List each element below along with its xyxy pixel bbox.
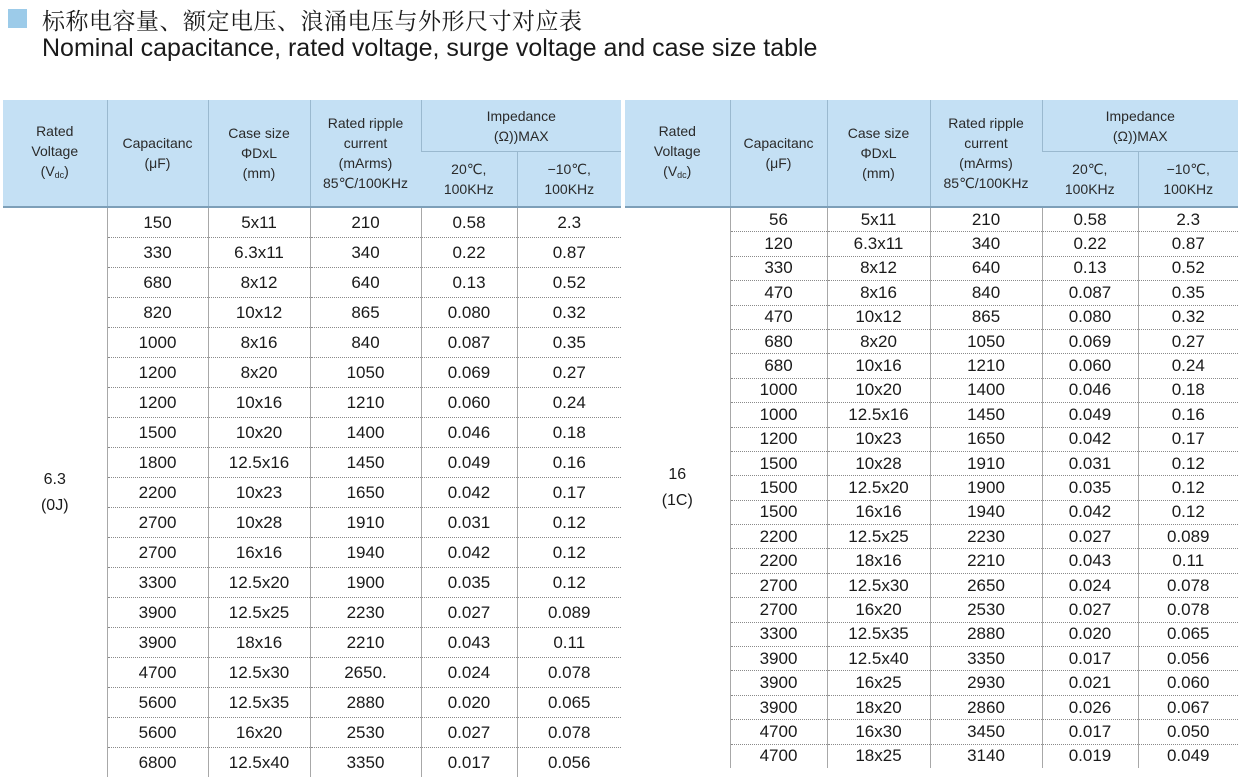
impedance-20c-cell: 0.069 bbox=[421, 358, 517, 388]
impedance-20c-cell: 0.024 bbox=[421, 658, 517, 688]
impedance-minus10c-cell: 0.35 bbox=[1138, 281, 1238, 305]
capacitance-cell: 820 bbox=[107, 298, 208, 328]
impedance-20c-label-line: 20℃, bbox=[1042, 159, 1138, 179]
impedance-minus10c-cell: 0.089 bbox=[517, 598, 621, 628]
case-size-header bbox=[827, 100, 930, 207]
spec-table-right bbox=[625, 100, 1238, 768]
impedance-20c-cell: 0.042 bbox=[1042, 500, 1138, 524]
ripple-current-cell: 2650. bbox=[310, 658, 421, 688]
capacitance-cell: 4700 bbox=[730, 744, 827, 768]
case-size-cell: 12.5x20 bbox=[827, 476, 930, 500]
case-size-cell: 18x16 bbox=[827, 549, 930, 573]
impedance-minus10c-cell: 0.27 bbox=[517, 358, 621, 388]
case-size-label-line: Case size bbox=[209, 123, 310, 143]
case-size-cell: 16x16 bbox=[827, 500, 930, 524]
case-size-cell: 16x25 bbox=[827, 671, 930, 695]
capacitance-cell: 1500 bbox=[730, 476, 827, 500]
impedance-20c-label-line: 20℃, bbox=[421, 159, 517, 179]
ripple-current-cell: 640 bbox=[310, 268, 421, 298]
impedance-minus10c-cell: 0.11 bbox=[1138, 549, 1238, 573]
case-size-label-line: (mm) bbox=[209, 163, 310, 183]
impedance-minus10c-cell: 0.067 bbox=[1138, 695, 1238, 719]
case-size-cell: 12.5x25 bbox=[827, 525, 930, 549]
capacitance-cell: 6800 bbox=[107, 748, 208, 777]
impedance-minus10c-cell: 0.12 bbox=[1138, 500, 1238, 524]
ripple-label-line: current bbox=[931, 133, 1042, 153]
impedance-minus10c-header bbox=[1138, 152, 1238, 208]
impedance-20c-cell: 0.042 bbox=[421, 538, 517, 568]
ripple-label-line: current bbox=[311, 133, 421, 153]
impedance-20c-cell: 0.017 bbox=[1042, 647, 1138, 671]
capacitance-cell: 2700 bbox=[730, 598, 827, 622]
ripple-current-cell: 1900 bbox=[310, 568, 421, 598]
rated-voltage-label-line: Rated bbox=[3, 121, 107, 141]
impedance-20c-cell: 0.046 bbox=[1042, 378, 1138, 402]
ripple-current-cell: 640 bbox=[930, 256, 1042, 280]
ripple-current-cell: 2230 bbox=[930, 525, 1042, 549]
unit-subscript: dc bbox=[55, 170, 65, 180]
impedance-20c-header bbox=[1042, 152, 1138, 208]
ripple-current-cell: 865 bbox=[310, 298, 421, 328]
impedance-minus10c-cell: 0.32 bbox=[517, 298, 621, 328]
impedance-minus10c-cell: 0.078 bbox=[1138, 573, 1238, 597]
impedance-20c-cell: 0.046 bbox=[421, 418, 517, 448]
impedance-20c-cell: 0.031 bbox=[1042, 451, 1138, 475]
ripple-current-cell: 2210 bbox=[930, 549, 1042, 573]
ripple-current-cell: 1210 bbox=[310, 388, 421, 418]
ripple-current-cell: 1210 bbox=[930, 354, 1042, 378]
impedance-minus10c-cell: 0.12 bbox=[1138, 451, 1238, 475]
capacitance-cell: 3300 bbox=[730, 622, 827, 646]
ripple-label-line: Rated ripple bbox=[931, 113, 1042, 133]
case-size-header bbox=[208, 100, 310, 207]
header-row bbox=[625, 100, 1238, 152]
capacitance-cell: 470 bbox=[730, 305, 827, 329]
rated-voltage-cell bbox=[625, 207, 730, 768]
case-size-cell: 12.5x40 bbox=[827, 647, 930, 671]
table-row bbox=[625, 207, 1238, 232]
impedance-20c-cell: 0.049 bbox=[1042, 403, 1138, 427]
impedance-minus10c-cell: 0.078 bbox=[517, 658, 621, 688]
ripple-current-cell: 2530 bbox=[930, 598, 1042, 622]
impedance-minus10c-cell: 0.11 bbox=[517, 628, 621, 658]
impedance-minus10c-label-line: −10℃, bbox=[518, 159, 622, 179]
capacitance-cell: 2200 bbox=[107, 478, 208, 508]
ripple-current-cell: 2210 bbox=[310, 628, 421, 658]
unit-subscript: dc bbox=[677, 170, 687, 180]
impedance-minus10c-cell: 0.35 bbox=[517, 328, 621, 358]
capacitance-cell: 1000 bbox=[107, 328, 208, 358]
case-size-cell: 16x20 bbox=[208, 718, 310, 748]
table-body bbox=[625, 207, 1238, 768]
impedance-20c-cell: 0.049 bbox=[421, 448, 517, 478]
title-block bbox=[0, 0, 1241, 100]
case-size-cell: 12.5x30 bbox=[208, 658, 310, 688]
case-size-label-line: ΦDxL bbox=[828, 143, 930, 163]
ripple-current-cell: 1910 bbox=[310, 508, 421, 538]
case-size-cell: 6.3x11 bbox=[208, 238, 310, 268]
impedance-minus10c-cell: 0.18 bbox=[517, 418, 621, 448]
ripple-current-cell: 3450 bbox=[930, 720, 1042, 744]
ripple-current-cell: 2530 bbox=[310, 718, 421, 748]
ripple-label-line: 85℃/100KHz bbox=[311, 173, 421, 193]
impedance-minus10c-cell: 0.065 bbox=[517, 688, 621, 718]
impedance-minus10c-header bbox=[517, 152, 621, 208]
impedance-minus10c-cell: 0.16 bbox=[517, 448, 621, 478]
ripple-current-cell: 1940 bbox=[310, 538, 421, 568]
capacitance-cell: 1800 bbox=[107, 448, 208, 478]
capacitance-cell: 3900 bbox=[730, 695, 827, 719]
impedance-20c-cell: 0.027 bbox=[1042, 525, 1138, 549]
capacitance-cell: 1500 bbox=[107, 418, 208, 448]
ripple-current-cell: 1650 bbox=[310, 478, 421, 508]
case-size-cell: 8x12 bbox=[208, 268, 310, 298]
rated-voltage-header bbox=[625, 100, 730, 207]
ripple-current-cell: 340 bbox=[310, 238, 421, 268]
impedance-20c-cell: 0.026 bbox=[1042, 695, 1138, 719]
capacitance-cell: 1500 bbox=[730, 451, 827, 475]
unit-open: (V bbox=[663, 163, 677, 179]
capacitance-cell: 56 bbox=[730, 207, 827, 232]
case-size-cell: 10x12 bbox=[208, 298, 310, 328]
impedance-minus10c-cell: 0.52 bbox=[517, 268, 621, 298]
impedance-minus10c-cell: 0.87 bbox=[517, 238, 621, 268]
ripple-current-cell: 2860 bbox=[930, 695, 1042, 719]
case-size-cell: 18x25 bbox=[827, 744, 930, 768]
case-size-label-line: (mm) bbox=[828, 163, 930, 183]
impedance-minus10c-cell: 2.3 bbox=[1138, 207, 1238, 232]
capacitance-cell: 680 bbox=[107, 268, 208, 298]
ripple-current-cell: 1450 bbox=[930, 403, 1042, 427]
ripple-label-line: Rated ripple bbox=[311, 113, 421, 133]
case-size-cell: 8x16 bbox=[827, 281, 930, 305]
case-size-cell: 8x12 bbox=[827, 256, 930, 280]
impedance-minus10c-cell: 0.52 bbox=[1138, 256, 1238, 280]
impedance-20c-cell: 0.020 bbox=[421, 688, 517, 718]
unit-close: ) bbox=[687, 163, 692, 179]
impedance-20c-cell: 0.027 bbox=[421, 598, 517, 628]
impedance-minus10c-cell: 0.18 bbox=[1138, 378, 1238, 402]
impedance-minus10c-cell: 0.089 bbox=[1138, 525, 1238, 549]
impedance-20c-cell: 0.069 bbox=[1042, 329, 1138, 353]
impedance-minus10c-cell: 0.12 bbox=[517, 568, 621, 598]
ripple-current-cell: 2230 bbox=[310, 598, 421, 628]
case-size-cell: 10x16 bbox=[827, 354, 930, 378]
impedance-minus10c-cell: 0.050 bbox=[1138, 720, 1238, 744]
ripple-current-cell: 2880 bbox=[310, 688, 421, 718]
rated-voltage-label-line: Rated bbox=[625, 121, 730, 141]
capacitance-cell: 3900 bbox=[730, 671, 827, 695]
rated-voltage-header bbox=[3, 100, 107, 207]
capacitance-cell: 2200 bbox=[730, 525, 827, 549]
impedance-20c-cell: 0.22 bbox=[421, 238, 517, 268]
ripple-label-line: (mArms) bbox=[931, 153, 1042, 173]
case-size-cell: 18x16 bbox=[208, 628, 310, 658]
impedance-20c-cell: 0.020 bbox=[1042, 622, 1138, 646]
ripple-current-cell: 2930 bbox=[930, 671, 1042, 695]
rated-voltage-unit bbox=[3, 161, 107, 185]
case-size-cell: 8x20 bbox=[208, 358, 310, 388]
impedance-minus10c-cell: 0.87 bbox=[1138, 232, 1238, 256]
capacitance-cell: 1200 bbox=[107, 388, 208, 418]
case-size-label-line: Case size bbox=[828, 123, 930, 143]
capacitance-cell: 1200 bbox=[730, 427, 827, 451]
impedance-20c-cell: 0.080 bbox=[421, 298, 517, 328]
impedance-20c-cell: 0.58 bbox=[1042, 207, 1138, 232]
case-size-cell: 8x16 bbox=[208, 328, 310, 358]
impedance-minus10c-cell: 0.078 bbox=[1138, 598, 1238, 622]
title-chinese: 标称电容量、额定电压、浪涌电压与外形尺寸对应表 bbox=[42, 3, 583, 36]
ripple-current-cell: 2880 bbox=[930, 622, 1042, 646]
title-english: Nominal capacitance, rated voltage, surge voltage and case size table bbox=[42, 34, 817, 63]
ripple-current-cell: 865 bbox=[930, 305, 1042, 329]
unit-open: (V bbox=[41, 163, 55, 179]
ripple-current-cell: 1940 bbox=[930, 500, 1042, 524]
rated-voltage-label-line: Voltage bbox=[3, 141, 107, 161]
capacitance-cell: 3300 bbox=[107, 568, 208, 598]
impedance-20c-cell: 0.042 bbox=[421, 478, 517, 508]
capacitance-cell: 1000 bbox=[730, 378, 827, 402]
capacitance-cell: 5600 bbox=[107, 718, 208, 748]
header-row bbox=[3, 100, 621, 152]
impedance-header bbox=[1042, 100, 1238, 152]
ripple-current-cell: 1050 bbox=[930, 329, 1042, 353]
ripple-current-cell: 1450 bbox=[310, 448, 421, 478]
case-size-cell: 5x11 bbox=[827, 207, 930, 232]
ripple-current-cell: 2650 bbox=[930, 573, 1042, 597]
table-header bbox=[3, 100, 621, 207]
case-size-cell: 10x12 bbox=[827, 305, 930, 329]
impedance-label-line: (Ω))MAX bbox=[422, 126, 622, 146]
impedance-20c-cell: 0.58 bbox=[421, 207, 517, 238]
impedance-20c-cell: 0.13 bbox=[421, 268, 517, 298]
capacitance-cell: 150 bbox=[107, 207, 208, 238]
table-body bbox=[3, 207, 621, 777]
impedance-20c-label-line: 100KHz bbox=[1042, 179, 1138, 199]
ripple-label-line: (mArms) bbox=[311, 153, 421, 173]
case-size-cell: 6.3x11 bbox=[827, 232, 930, 256]
case-size-cell: 12.5x16 bbox=[827, 403, 930, 427]
case-size-cell: 16x30 bbox=[827, 720, 930, 744]
capacitance-cell: 4700 bbox=[730, 720, 827, 744]
capacitance-cell: 330 bbox=[730, 256, 827, 280]
ripple-current-header bbox=[310, 100, 421, 207]
ripple-current-header bbox=[930, 100, 1042, 207]
impedance-minus10c-cell: 0.065 bbox=[1138, 622, 1238, 646]
ripple-current-cell: 1400 bbox=[930, 378, 1042, 402]
spec-table-left bbox=[3, 100, 621, 777]
case-size-cell: 12.5x35 bbox=[827, 622, 930, 646]
impedance-20c-cell: 0.027 bbox=[421, 718, 517, 748]
capacitance-cell: 3900 bbox=[107, 628, 208, 658]
case-size-cell: 12.5x16 bbox=[208, 448, 310, 478]
capacitance-header bbox=[107, 100, 208, 207]
impedance-20c-cell: 0.031 bbox=[421, 508, 517, 538]
ripple-current-cell: 840 bbox=[310, 328, 421, 358]
ripple-label-line: 85℃/100KHz bbox=[931, 173, 1042, 193]
impedance-minus10c-cell: 0.17 bbox=[1138, 427, 1238, 451]
case-size-cell: 10x28 bbox=[208, 508, 310, 538]
impedance-20c-cell: 0.021 bbox=[1042, 671, 1138, 695]
case-size-cell: 16x16 bbox=[208, 538, 310, 568]
ripple-current-cell: 3350 bbox=[310, 748, 421, 777]
impedance-minus10c-cell: 0.24 bbox=[1138, 354, 1238, 378]
impedance-20c-cell: 0.042 bbox=[1042, 427, 1138, 451]
ripple-current-cell: 210 bbox=[310, 207, 421, 238]
impedance-20c-cell: 0.035 bbox=[1042, 476, 1138, 500]
capacitance-cell: 330 bbox=[107, 238, 208, 268]
capacitance-header bbox=[730, 100, 827, 207]
impedance-minus10c-label-line: −10℃, bbox=[1139, 159, 1239, 179]
ripple-current-cell: 340 bbox=[930, 232, 1042, 256]
impedance-20c-cell: 0.080 bbox=[1042, 305, 1138, 329]
rated-voltage-label-line: Voltage bbox=[625, 141, 730, 161]
capacitance-cell: 3900 bbox=[730, 647, 827, 671]
impedance-20c-cell: 0.027 bbox=[1042, 598, 1138, 622]
title-square-icon bbox=[8, 9, 27, 28]
case-size-cell: 10x20 bbox=[208, 418, 310, 448]
impedance-20c-header bbox=[421, 152, 517, 208]
capacitance-label-line: Capacitanc bbox=[731, 133, 827, 153]
ripple-current-cell: 210 bbox=[930, 207, 1042, 232]
voltage-value: 6.3 bbox=[3, 467, 107, 493]
impedance-label-line: Impedance bbox=[422, 106, 622, 126]
impedance-minus10c-cell: 0.12 bbox=[517, 538, 621, 568]
capacitance-label-line: Capacitanc bbox=[108, 133, 208, 153]
impedance-20c-cell: 0.087 bbox=[421, 328, 517, 358]
impedance-20c-cell: 0.22 bbox=[1042, 232, 1138, 256]
capacitance-cell: 680 bbox=[730, 329, 827, 353]
case-size-cell: 10x23 bbox=[827, 427, 930, 451]
impedance-20c-cell: 0.087 bbox=[1042, 281, 1138, 305]
impedance-label-line: Impedance bbox=[1043, 106, 1239, 126]
case-size-cell: 10x23 bbox=[208, 478, 310, 508]
ripple-current-cell: 1900 bbox=[930, 476, 1042, 500]
capacitance-cell: 680 bbox=[730, 354, 827, 378]
case-size-cell: 10x20 bbox=[827, 378, 930, 402]
impedance-minus10c-cell: 0.060 bbox=[1138, 671, 1238, 695]
impedance-20c-cell: 0.13 bbox=[1042, 256, 1138, 280]
capacitance-cell: 4700 bbox=[107, 658, 208, 688]
impedance-minus10c-cell: 0.16 bbox=[1138, 403, 1238, 427]
case-size-cell: 12.5x20 bbox=[208, 568, 310, 598]
capacitance-cell: 1200 bbox=[107, 358, 208, 388]
case-size-cell: 18x20 bbox=[827, 695, 930, 719]
impedance-minus10c-cell: 0.078 bbox=[517, 718, 621, 748]
impedance-20c-label-line: 100KHz bbox=[421, 179, 517, 199]
voltage-code: (0J) bbox=[3, 493, 107, 519]
capacitance-cell: 120 bbox=[730, 232, 827, 256]
unit-close: ) bbox=[64, 163, 69, 179]
capacitance-cell: 2700 bbox=[107, 508, 208, 538]
case-size-cell: 16x20 bbox=[827, 598, 930, 622]
impedance-minus10c-cell: 0.049 bbox=[1138, 744, 1238, 768]
case-size-cell: 10x16 bbox=[208, 388, 310, 418]
capacitance-cell: 2700 bbox=[730, 573, 827, 597]
ripple-current-cell: 1400 bbox=[310, 418, 421, 448]
ripple-current-cell: 1050 bbox=[310, 358, 421, 388]
capacitance-cell: 1500 bbox=[730, 500, 827, 524]
rated-voltage-cell bbox=[3, 207, 107, 777]
capacitance-label-line: (μF) bbox=[731, 153, 827, 173]
capacitance-cell: 1000 bbox=[730, 403, 827, 427]
voltage-code: (1C) bbox=[625, 488, 730, 514]
impedance-minus10c-cell: 0.056 bbox=[517, 748, 621, 777]
impedance-20c-cell: 0.060 bbox=[421, 388, 517, 418]
voltage-value: 16 bbox=[625, 462, 730, 488]
capacitance-cell: 3900 bbox=[107, 598, 208, 628]
impedance-20c-cell: 0.019 bbox=[1042, 744, 1138, 768]
case-size-label-line: ΦDxL bbox=[209, 143, 310, 163]
impedance-minus10c-cell: 0.32 bbox=[1138, 305, 1238, 329]
table-header bbox=[625, 100, 1238, 207]
ripple-current-cell: 840 bbox=[930, 281, 1042, 305]
rated-voltage-unit bbox=[625, 161, 730, 185]
capacitance-cell: 5600 bbox=[107, 688, 208, 718]
impedance-20c-cell: 0.017 bbox=[1042, 720, 1138, 744]
impedance-20c-cell: 0.060 bbox=[1042, 354, 1138, 378]
impedance-minus10c-cell: 0.17 bbox=[517, 478, 621, 508]
impedance-minus10c-label-line: 100KHz bbox=[518, 179, 622, 199]
impedance-minus10c-cell: 0.056 bbox=[1138, 647, 1238, 671]
impedance-minus10c-cell: 0.12 bbox=[1138, 476, 1238, 500]
case-size-cell: 10x28 bbox=[827, 451, 930, 475]
case-size-cell: 12.5x25 bbox=[208, 598, 310, 628]
table-row bbox=[3, 207, 621, 238]
ripple-current-cell: 3350 bbox=[930, 647, 1042, 671]
impedance-minus10c-cell: 0.12 bbox=[517, 508, 621, 538]
ripple-current-cell: 3140 bbox=[930, 744, 1042, 768]
case-size-cell: 12.5x35 bbox=[208, 688, 310, 718]
capacitance-cell: 2200 bbox=[730, 549, 827, 573]
impedance-minus10c-cell: 0.24 bbox=[517, 388, 621, 418]
impedance-minus10c-cell: 0.27 bbox=[1138, 329, 1238, 353]
impedance-20c-cell: 0.043 bbox=[421, 628, 517, 658]
case-size-cell: 8x20 bbox=[827, 329, 930, 353]
case-size-cell: 12.5x30 bbox=[827, 573, 930, 597]
impedance-minus10c-label-line: 100KHz bbox=[1139, 179, 1239, 199]
case-size-cell: 5x11 bbox=[208, 207, 310, 238]
impedance-20c-cell: 0.024 bbox=[1042, 573, 1138, 597]
impedance-minus10c-cell: 2.3 bbox=[517, 207, 621, 238]
capacitance-cell: 470 bbox=[730, 281, 827, 305]
ripple-current-cell: 1650 bbox=[930, 427, 1042, 451]
case-size-cell: 12.5x40 bbox=[208, 748, 310, 777]
impedance-20c-cell: 0.017 bbox=[421, 748, 517, 777]
ripple-current-cell: 1910 bbox=[930, 451, 1042, 475]
impedance-header bbox=[421, 100, 621, 152]
impedance-label-line: (Ω))MAX bbox=[1043, 126, 1239, 146]
impedance-20c-cell: 0.043 bbox=[1042, 549, 1138, 573]
impedance-20c-cell: 0.035 bbox=[421, 568, 517, 598]
capacitance-cell: 2700 bbox=[107, 538, 208, 568]
capacitance-label-line: (μF) bbox=[108, 153, 208, 173]
